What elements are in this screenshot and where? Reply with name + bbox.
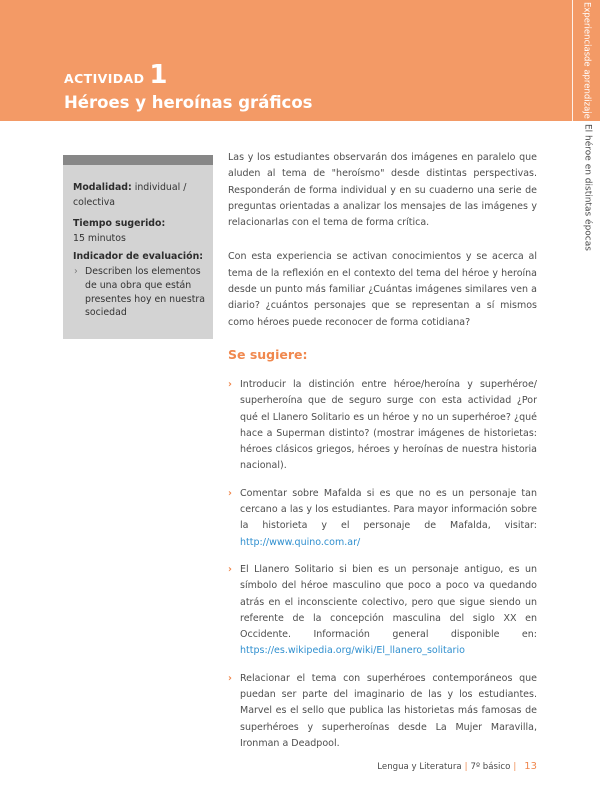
suggestion-item: › Comentar sobre Mafalda si es que no es un personaje tan cercano a las y los estudiantes. Para mayor información sobre la historieta y el personaje de Mafalda, visitar: http://www.quino.com.ar/ [228,486,537,551]
suggestions-list [228,377,537,752]
side-label-line-2: de aprendizaje [581,56,592,120]
footer-grade: 7º básico [470,762,511,772]
intro-paragraph: Las y los estudiantes observarán dos imágenes en paralelo que aluden al tema de "heroísmo" desde distintas perspectivas. Responderán de forma individual y en su cuaderno una serie de preguntas orientadas a analizar los mensajes de las imágenes y relacionarlas con el tema de forma crítica. [228,152,537,229]
indicador-item: › Describen los elementos de una obra que están presentes hoy en nuestra sociedad [73,265,205,319]
wikipedia-link[interactable]: https://es.wikipedia.org/wiki/El_llanero_solitario [240,645,465,657]
side-label-chapter [574,2,598,119]
modalidad-value: individual / colectiva [73,182,187,209]
page-footer [377,761,537,772]
indicador-list [73,265,205,319]
modalidad-label: Modalidad: [73,182,132,193]
footer-separator: | [464,762,468,772]
side-label-section: El héroe en distintas épocas [582,124,593,251]
indicador-label: Indicador de evaluación: [73,251,203,263]
tiempo-label: Tiempo sugerido: [73,217,166,229]
modalidad [73,180,205,211]
suggestion-item: › El Llanero Solitario si bien es un personaje antiguo, es un símbolo del héroe masculino que poco a poco va quedando atrás en el inconsciente colectivo, pero que sigue siendo un referente de la concepción masculina del siglo XX en Occidente. Información general disponible en: https://es.wikipedia.org/wiki/El_llanero_solitario [228,562,537,660]
suggestion-item: › Introducir la distinción entre héroe/heroína y superhéroe/ superheroína que de seguro surge con esta actividad ¿Por qué el Llanero Solitario es un héroe y no un superhéroe? ¿qué hace a Superman distinto? (mostrar imágenes de historietas: héroes clásicos griegos, héroes y heroínas de nuestra historia nacional). [228,377,537,475]
tiempo-value: 15 minutos [73,232,126,244]
footer-subject: Lengua y Literatura [377,762,462,772]
activity-title: Héroes y heroínas gráficos [64,93,313,112]
suggestions-heading: Se sugiere: [228,346,308,362]
side-label-line-1: Experiencias [581,2,592,57]
page-number: 13 [524,761,537,772]
activity-heading [64,62,167,88]
suggestion-item: › Relacionar el tema con superhéroes contemporáneos que puedan ser parte del imaginario de las y los estudiantes. Marvel es el sello que publica las historietas más famosas de superhéroes y superheroínas desde La Mujer Maravilla, Ironman a Deadpool. [228,671,537,752]
context-paragraph: Con esta experiencia se activan conocimientos y se acerca al tema de la reflexión en el contexto del tema del héroe y heroína desde un punto más familiar ¿Cuántas imágenes similares ven a diario? ¿cuántos personajes que se representan a sí mismos como héroes puede reconocer de forma cotidiana? [228,251,537,328]
activity-number: 1 [149,60,168,90]
main-content [228,150,537,763]
quino-link[interactable]: http://www.quino.com.ar/ [240,536,361,548]
activity-info-box [63,155,213,339]
header-divider [572,0,573,121]
side-label-section-wrap [577,124,597,251]
footer-separator: | [513,762,517,772]
activity-label: ACTIVIDAD [64,71,145,86]
